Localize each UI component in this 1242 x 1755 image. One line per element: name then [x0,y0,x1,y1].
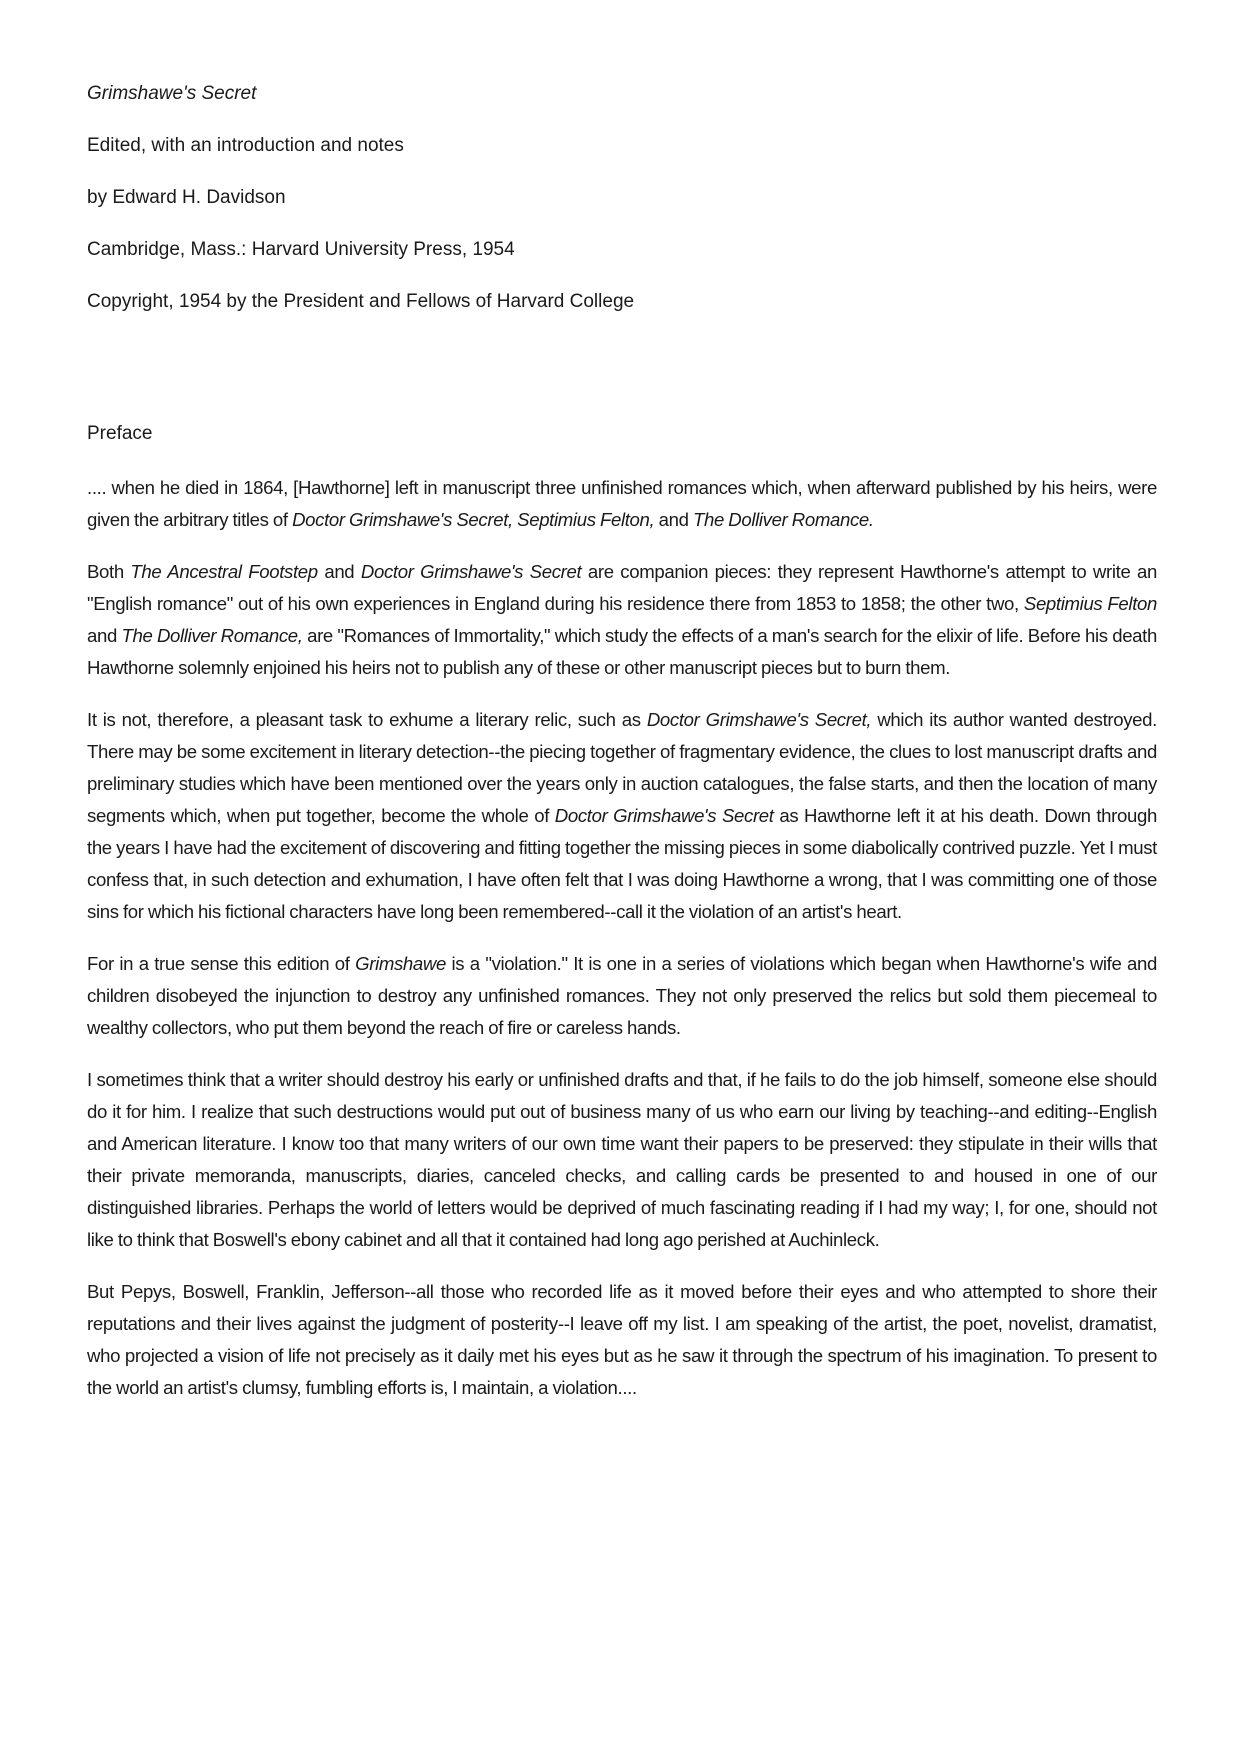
text-run: For in a true sense this edition of [87,953,356,974]
paragraph-3 [87,704,1157,928]
author-line: by Edward H. Davidson [87,187,286,208]
publisher-line: Cambridge, Mass.: Harvard University Press, 1954 [87,239,515,260]
italic-title-run: Doctor Grimshawe's Secret, Septimius Felton, [292,509,655,530]
document-page [87,82,1157,1424]
text-run: and [317,561,361,582]
paragraph-4 [87,948,1157,1044]
text-run: is a "violation." It is one in a series of violations which began when Hawthorne's wife and children disobeyed the injunction to destroy any unfinished romances. They not only preserved the relics but sold them piecemeal to wealthy collectors, who put them beyond the reach of fire or careless hands. [87,953,1157,1038]
italic-title-run: Grimshawe [355,953,446,974]
paragraph-6 [87,1276,1157,1404]
text-run: It is not, therefore, a pleasant task to exhume a literary relic, such as [87,709,647,730]
italic-title-run: The Dolliver Romance, [121,625,303,646]
copyright-line: Copyright, 1954 by the President and Fellows of Harvard College [87,291,635,312]
text-run: But Pepys, Boswell, Franklin, Jefferson--all those who recorded life as it moved before their eyes and who attempted to shore their reputations and their lives against the judgment of posterity--I leave off my list. I am speaking of the artist, the poet, novelist, dramatist, who projected a vision of life not precisely as it daily met his eyes but as he saw it through the spectrum of his imagination. To present to the world an artist's clumsy, fumbling efforts is, I maintain, a violation.... [87,1281,1157,1398]
italic-title-run: Doctor Grimshawe's Secret [360,561,582,582]
edited-line: Edited, with an introduction and notes [87,135,404,156]
paragraph-5 [87,1064,1157,1256]
italic-title-run: Doctor Grimshawe's Secret [554,805,774,826]
text-run: as Hawthorne left it at his death. Down through the years I have had the excitement of discovering and fitting together the missing pieces in some diabolically contrived puzzle. Yet I must confess that, in such detection and exhumation, I have often felt that I was doing Hawthorne a wrong, that I was committing one of those sins for which his fictional characters have long been remembered--call it the violation of an artist's heart. [87,805,1157,922]
text-run: which its author wanted destroyed. There may be some excitement in literary detection--the piecing together of fragmentary evidence, the clues to lost manuscript drafts and preliminary studies which have been mentioned over the years only in auction catalogues, the false starts, and then the location of many segments which, when put together, become the whole of [87,709,1157,826]
text-run: .... when he died in 1864, [Hawthorne] left in manuscript three unfinished romances which, when afterward published by his heirs, were given the arbitrary titles of [87,477,1157,530]
italic-title-run: The Dolliver Romance. [692,509,874,530]
paragraph-2 [87,556,1157,684]
text-run: are companion pieces: they represent Hawthorne's attempt to write an "English romance" out of his own experiences in England during his residence there from 1853 to 1858; the other two, [87,561,1157,614]
italic-title-run: The Ancestral Footstep [130,561,318,582]
book-title: Grimshawe's Secret [87,83,257,104]
italic-title-run: Doctor Grimshawe's Secret, [646,709,872,730]
text-run: Both [87,561,131,582]
paragraph-1 [87,472,1157,536]
text-run: and [654,509,693,530]
text-run: and [87,625,122,646]
text-run: I sometimes think that a writer should destroy his early or unfinished drafts and that, if he fails to do the job himself, someone else should do it for him. I realize that such destructions would put out of business many of us who earn our living by teaching--and editing--English and American literature. I know too that many writers of our own time want their papers to be preserved: they stipulate in their wills that their private memoranda, manuscripts, diaries, canceled checks, and calling cards be presented to and housed in one of our distinguished libraries. Perhaps the world of letters would be deprived of much fascinating reading if I had my way; I, for one, should not like to think that Boswell's ebony cabinet and all that it contained had long ago perished at Auchinleck. [87,1069,1157,1250]
section-heading: Preface [87,423,153,444]
italic-title-run: Septimius Felton [1023,593,1157,614]
text-run: are "Romances of Immortality," which study the effects of a man's search for the elixir of life. Before his death Hawthorne solemnly enjoined his heirs not to publish any of these or other manuscript pieces but to burn them. [87,625,1157,678]
